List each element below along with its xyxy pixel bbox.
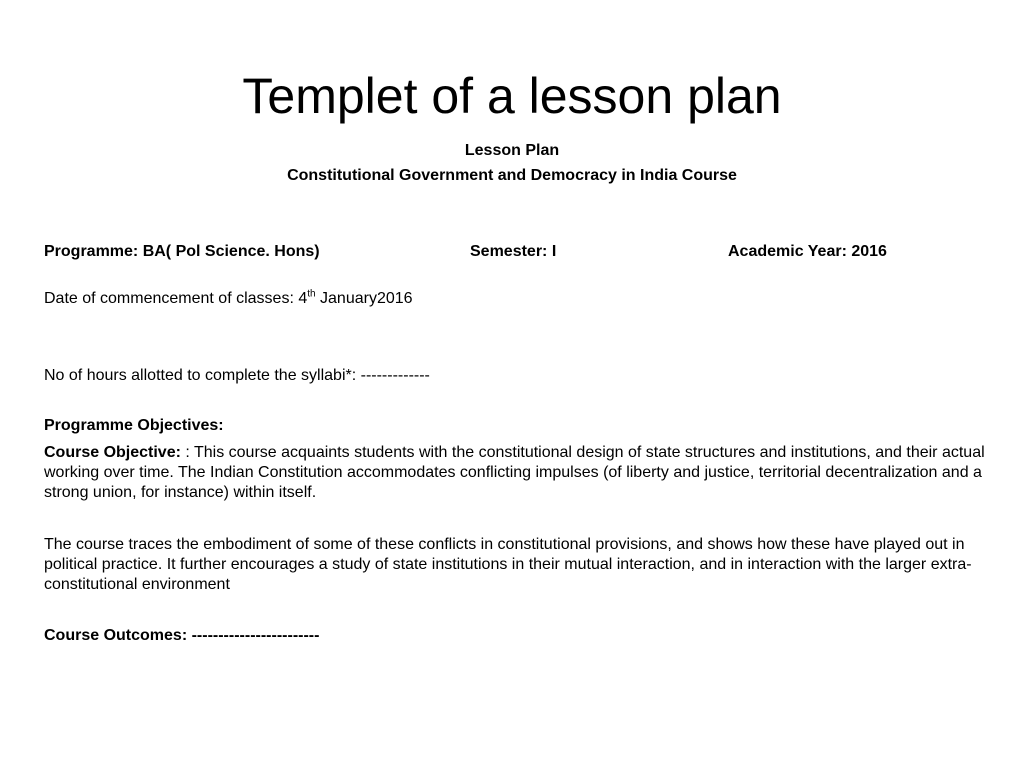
lesson-plan-heading: Lesson Plan	[464, 142, 560, 159]
programme-info-row	[44, 242, 984, 264]
date-superscript: th	[307, 288, 316, 300]
date-suffix: January2016	[315, 290, 413, 307]
semester-label: Semester: I	[470, 243, 557, 260]
course-outcomes-heading: Course Outcomes: ------------------------	[44, 627, 320, 644]
commencement-date	[44, 289, 413, 309]
course-name-heading: Constitutional Government and Democracy in India Course	[287, 167, 737, 184]
academic-year-label: Academic Year: 2016	[728, 243, 887, 260]
hours-allotted: No of hours allotted to complete the syllabi*: -------------	[44, 367, 430, 384]
course-objective-text: : This course acquaints students with the constitutional design of state structures and institutions, and their actual working over time. The Indian Constitution accommodates conflicting impulses (of liberty and justice, territorial decentralization and a strong union, for instance) within itself.	[44, 444, 985, 501]
slide-title: Templet of a lesson plan	[242, 68, 782, 124]
programme-label: Programme: BA( Pol Science. Hons)	[44, 243, 320, 260]
programme-objectives-heading: Programme Objectives:	[44, 417, 224, 434]
course-description-paragraph: The course traces the embodiment of some of these conflicts in constitutional provisions, and shows how these have played out in political practice. It further encourages a study of state institutions in their mutual interaction, and in interaction with the larger extra-constitutional environment	[44, 536, 972, 593]
course-objective-label: Course Objective:	[44, 444, 181, 461]
date-prefix: Date of commencement of classes: 4	[44, 290, 308, 307]
course-objective-paragraph	[44, 443, 989, 503]
